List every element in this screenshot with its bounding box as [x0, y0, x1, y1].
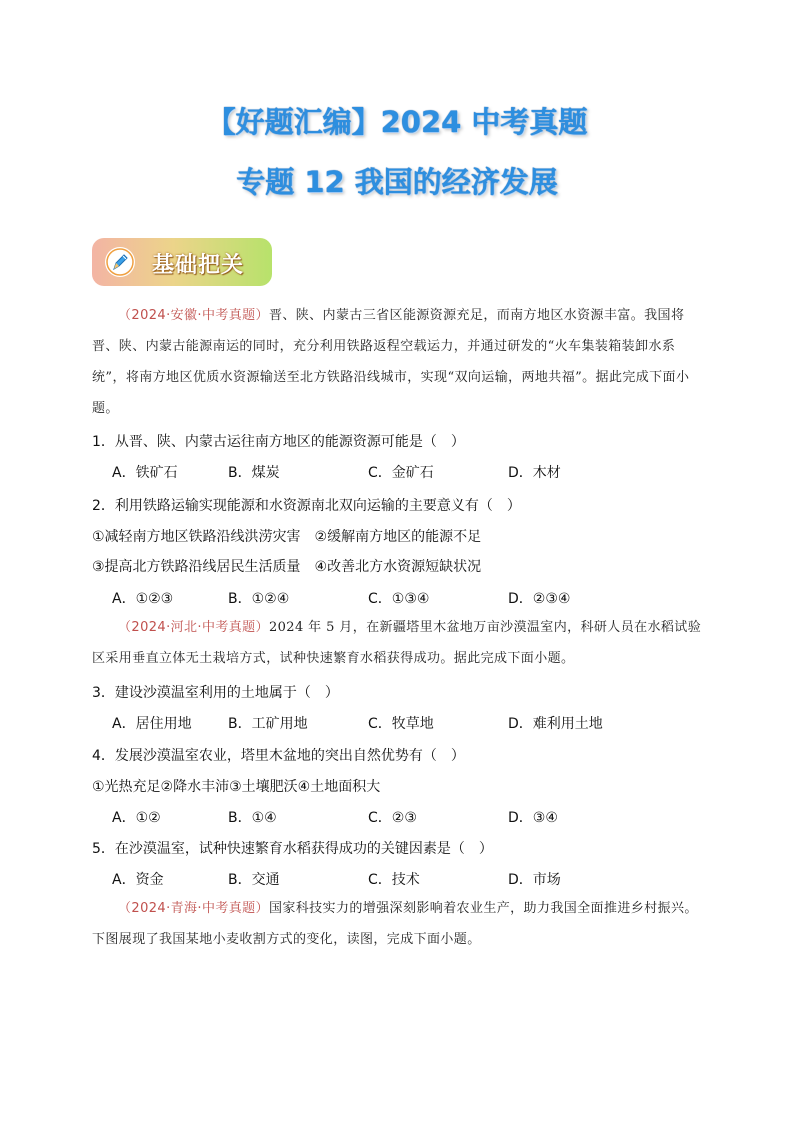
- q4-option-d[interactable]: D．③④: [508, 810, 558, 826]
- passage-text: 国家科技实力的增强深刻影响着农业生产，助力我国全面推进乡村振兴。下图展现了我国某地小麦收割方式的变化，读图，完成下面小题。: [92, 901, 698, 947]
- question-5-stem: 5．在沙漠温室，试种快速繁育水稻获得成功的关键因素是（ ）: [92, 841, 493, 857]
- q4-option-b[interactable]: B．①④: [228, 810, 277, 826]
- question-2-stem: 2．利用铁路运输实现能源和水资源南北双向运输的主要意义有（ ）: [92, 498, 521, 514]
- q4-statement-1: ①光热充足②降水丰沛③土壤肥沃④土地面积大: [92, 779, 381, 795]
- question-3-stem: 3．建设沙漠温室利用的土地属于（ ）: [92, 685, 339, 701]
- q5-option-d[interactable]: D．市场: [508, 872, 561, 888]
- question-1-stem: 1．从晋、陕、内蒙古运往南方地区的能源资源可能是（ ）: [92, 434, 465, 450]
- page-title: 【好题汇编】2024 中考真题: [206, 105, 588, 139]
- passage-source: （2024·河北·中考真题）: [118, 620, 269, 635]
- passage-2: [92, 612, 707, 674]
- pen-icon: [104, 246, 136, 278]
- q2-option-a[interactable]: A．①②③: [112, 591, 174, 607]
- q4-option-c[interactable]: C．②③: [368, 810, 417, 826]
- passage-text: 2024 年 5 月，在新疆塔里木盆地万亩沙漠温室内，科研人员在水稻试验区采用垂直立体无土栽培方式，试种快速繁育水稻获得成功。据此完成下面小题。: [92, 620, 702, 666]
- q2-statement-2: ③提高北方铁路沿线居民生活质量 ④改善北方水资源短缺状况: [92, 559, 482, 575]
- section-banner: [92, 238, 272, 286]
- q3-option-a[interactable]: A．居住用地: [112, 716, 192, 732]
- q2-option-d[interactable]: D．②③④: [508, 591, 571, 607]
- q3-option-d[interactable]: D．难利用土地: [508, 716, 603, 732]
- q1-option-b[interactable]: B．煤炭: [228, 465, 280, 481]
- q2-statement-1: ①减轻南方地区铁路沿线洪涝灾害 ②缓解南方地区的能源不足: [92, 529, 482, 545]
- q3-option-c[interactable]: C．牧草地: [368, 716, 434, 732]
- passage-1: [92, 300, 707, 424]
- q2-option-c[interactable]: C．①③④: [368, 591, 430, 607]
- q5-option-c[interactable]: C．技术: [368, 872, 420, 888]
- q1-option-c[interactable]: C．金矿石: [368, 465, 434, 481]
- passage-text: 晋、陕、内蒙古三省区能源资源充足，而南方地区水资源丰富。我国将晋、陕、内蒙古能源南运的同时，充分利用铁路返程空载运力，并通过研发的“火车集装箱装卸水系统”，将南方地区优质水资源输送至北方铁路沿线城市，实现“双向运输，两地共福”。据此完成下面小题。: [92, 308, 690, 416]
- q2-option-b[interactable]: B．①②④: [228, 591, 290, 607]
- q5-option-b[interactable]: B．交通: [228, 872, 280, 888]
- q4-option-a[interactable]: A．①②: [112, 810, 161, 826]
- q3-option-b[interactable]: B．工矿用地: [228, 716, 308, 732]
- passage-source: （2024·安徽·中考真题）: [118, 308, 269, 323]
- passage-3: [92, 893, 707, 955]
- passage-source: （2024·青海·中考真题）: [118, 901, 269, 916]
- q1-option-d[interactable]: D．木材: [508, 465, 561, 481]
- q5-option-a[interactable]: A．资金: [112, 872, 164, 888]
- section-label: 基础把关: [152, 253, 245, 278]
- question-4-stem: 4．发展沙漠温室农业，塔里木盆地的突出自然优势有（ ）: [92, 748, 465, 764]
- page-subtitle: 专题 12 我国的经济发展: [236, 165, 558, 199]
- q1-option-a[interactable]: A．铁矿石: [112, 465, 178, 481]
